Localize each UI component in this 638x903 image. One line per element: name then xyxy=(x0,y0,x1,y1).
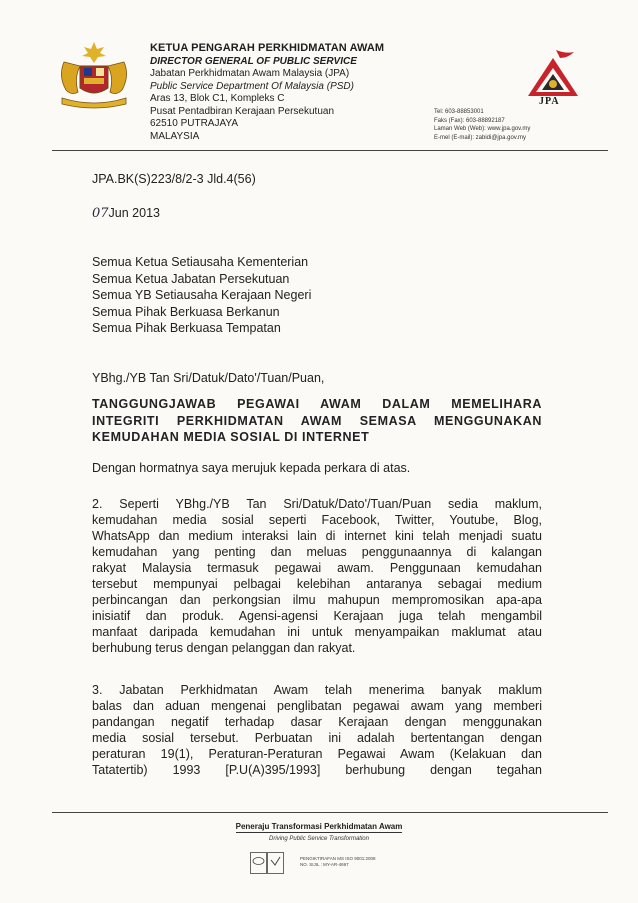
recipient-line: Semua Pihak Berkuasa Tempatan xyxy=(92,321,281,335)
address-line: Public Service Department Of Malaysia (PSD) xyxy=(150,80,354,92)
letterhead xyxy=(150,42,420,143)
address-line: Jabatan Perkhidmatan Awam Malaysia (JPA) xyxy=(150,68,350,79)
recipient-list xyxy=(92,254,542,337)
header-divider xyxy=(52,150,608,151)
recipient-line: Semua Ketua Jabatan Persekutuan xyxy=(92,271,290,286)
paragraph-line: rakyat Malaysia termasuk pegawai awam. Penggunaan kemudahan xyxy=(92,561,542,575)
subject-heading xyxy=(92,396,542,446)
printed-month-year: Jun 2013 xyxy=(108,206,160,220)
recipient-line: Semua Ketua Setiausaha Kementerian xyxy=(92,255,309,269)
paragraph-line: perbincangan dan perkongsian ilmu mahupun mempromosikan apa-apa xyxy=(92,593,542,607)
paragraph-2 xyxy=(92,496,542,656)
paragraph-line: 2. Seperti YBhg./YB Tan Sri/Datuk/Dato'/Tuan/Puan sedia maklum, xyxy=(92,497,542,511)
contact-fax: Faks (Fax): 603-88892187 xyxy=(434,117,505,124)
contact-tel: Tel: 603-88853001 xyxy=(434,109,484,115)
paragraph-line: inisiatif dan produk. Agensi-agensi Kerajaan juga telah mengambil xyxy=(92,609,542,623)
address-line: MALAYSIA xyxy=(150,130,200,142)
office-title: KETUA PENGARAH PERKHIDMATAN AWAM xyxy=(150,42,385,54)
jpa-logo-text: JPA xyxy=(539,96,560,107)
letter-date xyxy=(92,205,542,222)
paragraph-line: WhatsApp dan medium interaksi lain di internet kini telah menjadi suatu xyxy=(92,529,542,543)
reference-number: JPA.BK(S)223/8/2-3 Jld.4(56) xyxy=(92,172,256,186)
iso-certification-text xyxy=(300,856,376,868)
address-line: Aras 13, Blok C1, Kompleks C xyxy=(150,93,285,104)
paragraph-line: tersebut mempunyai pelbagai kelebihan antaranya sebagai medium xyxy=(92,577,542,591)
address-line: 62510 PUTRAJAYA xyxy=(150,118,239,129)
paragraph-1: Dengan hormatnya saya merujuk kepada perkara di atas. xyxy=(92,461,411,475)
footer-tagline-english: Driving Public Service Transformation xyxy=(269,836,369,842)
malaysia-coat-of-arms-icon xyxy=(54,40,134,110)
contact-email: E-mel (E-mail): zabidi@jpa.gov.my xyxy=(434,134,527,141)
paragraph-line: manfaat daripada kemudahan ini untuk menyampaikan maklumat atau xyxy=(92,625,542,639)
paragraph-3 xyxy=(92,682,542,778)
iso-certification-badge-icon xyxy=(250,852,284,874)
paragraph-line: Tatatertib) 1993 [P.U(A)395/1993] berhubung dengan tegahan xyxy=(92,763,542,777)
paragraph-line: peraturan 19(1), Peraturan-Peraturan Pegawai Awam (Kelakuan dan xyxy=(92,747,542,761)
footer-tagline-text: Peneraju Transformasi Perkhidmatan Awam xyxy=(235,822,403,831)
paragraph-line: media sosial tersebut. Perbuatan ini adalah bertentangan dengan xyxy=(92,731,542,745)
paragraph-line: kemudahan media sosial seperti Facebook, Twitter, Youtube, Blog, xyxy=(92,513,542,527)
paragraph-line: 3. Jabatan Perkhidmatan Awam telah menerima banyak maklum xyxy=(92,683,542,697)
subject-line: INTEGRITI PERKHIDMATAN AWAM SEMASA MENGGUNAKAN xyxy=(92,413,542,428)
paragraph-line: balas dan aduan mengenai penglibatan pegawai awam yang memberi xyxy=(92,699,542,713)
office-subtitle: DIRECTOR GENERAL OF PUBLIC SERVICE xyxy=(150,56,357,67)
address-line: Pusat Pentadbiran Kerajaan Persekutuan xyxy=(150,105,335,117)
contact-info xyxy=(434,108,604,142)
recipient-line: Semua YB Setiausaha Kerajaan Negeri xyxy=(92,288,312,302)
paragraph-line: berhubung terus dengan pelanggan dan rakyat. xyxy=(92,641,356,655)
cert-line: NO. SIJIL : MY-AR-4697 xyxy=(300,862,349,867)
contact-web: Laman Web (Web): www.jpa.gov.my xyxy=(434,126,531,132)
subject-line: KEMUDAHAN MEDIA SOSIAL DI INTERNET xyxy=(92,430,370,444)
recipient-line: Semua Pihak Berkuasa Berkanun xyxy=(92,304,280,319)
footer-tagline xyxy=(0,822,638,831)
paragraph-line: pandangan negatif terhadap dasar Kerajaan dengan menggunakan xyxy=(92,715,542,729)
cert-line: PENGIKTIRAFAN MS ISO 9001:2008 xyxy=(300,856,376,861)
subject-line: TANGGUNGJAWAB PEGAWAI AWAM DALAM MEMELIHARA xyxy=(92,397,542,411)
handwritten-day: 07 xyxy=(92,206,109,221)
footer-divider xyxy=(52,812,608,813)
salutation: YBhg./YB Tan Sri/Datuk/Dato'/Tuan/Puan, xyxy=(92,371,325,385)
paragraph-line: kemudahan yang penting dan meluas penggunaannya di kalangan xyxy=(92,545,542,559)
